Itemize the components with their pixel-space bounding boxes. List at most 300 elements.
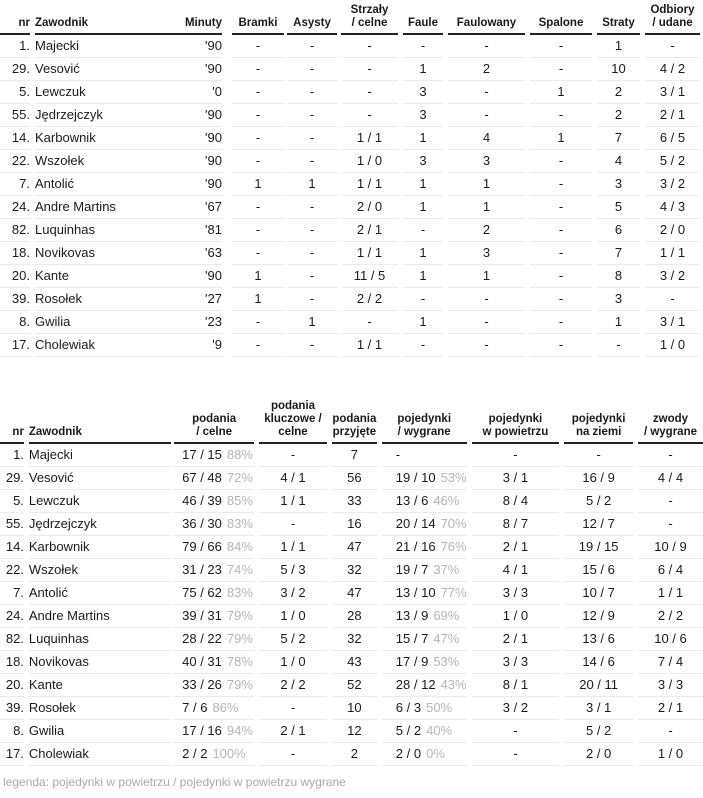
aerial-duels-cell: 3 / 3 — [472, 582, 560, 605]
player-name: Vesović — [35, 58, 180, 81]
fouls-cell: 1 — [403, 311, 443, 334]
key-passes-cell: 3 / 2 — [259, 582, 327, 605]
table-row — [0, 196, 700, 219]
fouls-cell: 1 — [403, 265, 443, 288]
passes-percent: 79% — [226, 677, 253, 692]
shots-cell: 1 / 1 — [341, 334, 398, 357]
losses-cell: 5 — [597, 196, 640, 219]
duels-percent: 37% — [433, 562, 460, 577]
header-dribbles: zwody / wygrane — [638, 400, 703, 444]
losses-cell: 3 — [597, 173, 640, 196]
aerial-duels-cell: 2 / 1 — [472, 628, 560, 651]
header-ground-duels: pojedynki na ziemi — [564, 400, 633, 444]
fouls-cell: 3 — [403, 150, 443, 173]
player-name: Rosołek — [29, 697, 171, 720]
goals-cell: - — [232, 104, 284, 127]
header-player: Zawodnik — [35, 4, 180, 35]
player-name: Majecki — [29, 444, 171, 467]
assists-cell: - — [287, 35, 337, 58]
player-name: Kante — [29, 674, 171, 697]
fouls-cell: 1 — [403, 127, 443, 150]
dribbles-cell: 2 / 1 — [638, 697, 703, 720]
duels-percent: 40% — [426, 723, 453, 738]
tackles-cell: 4 / 2 — [645, 58, 700, 81]
goals-cell: 1 — [232, 288, 284, 311]
received-cell: 12 — [332, 720, 377, 743]
table-row — [0, 104, 700, 127]
offsides-cell: - — [530, 334, 592, 357]
duels-percent: 76% — [440, 539, 467, 554]
player-number: 82. — [0, 219, 30, 242]
ground-duels-cell: 15 / 6 — [564, 559, 633, 582]
passes-cell — [174, 628, 254, 651]
fouled-cell: 1 — [448, 265, 525, 288]
duels-percent: 43% — [440, 677, 467, 692]
player-name: Wszołek — [29, 559, 171, 582]
aerial-duels-cell: 8 / 1 — [472, 674, 560, 697]
table-row — [0, 81, 700, 104]
received-cell: 52 — [332, 674, 377, 697]
shots-cell: - — [341, 104, 398, 127]
goals-cell: - — [232, 35, 284, 58]
shots-cell: - — [341, 311, 398, 334]
minutes-cell: '90 — [180, 35, 222, 58]
passes-cell — [174, 444, 254, 467]
passes-value: 2 / 2 — [182, 746, 208, 761]
header-player: Zawodnik — [29, 400, 171, 444]
key-passes-cell: 2 / 1 — [259, 720, 327, 743]
passes-percent: 74% — [226, 562, 253, 577]
passes-value: 33 / 26 — [182, 677, 222, 692]
duels-value: 15 / 7 — [395, 631, 429, 646]
dribbles-cell: 1 / 0 — [638, 743, 703, 766]
passes-value: 79 / 66 — [182, 539, 222, 554]
player-number: 5. — [0, 490, 24, 513]
passes-cell — [174, 582, 254, 605]
fouled-cell: - — [448, 35, 525, 58]
dribbles-cell: 7 / 4 — [638, 651, 703, 674]
fouls-cell: 3 — [403, 104, 443, 127]
assists-cell: - — [287, 265, 337, 288]
player-number: 20. — [0, 674, 24, 697]
player-number: 22. — [0, 559, 24, 582]
minutes-cell: '23 — [180, 311, 222, 334]
minutes-cell: '0 — [180, 81, 222, 104]
dribbles-cell: 6 / 4 — [638, 559, 703, 582]
dribbles-cell: 10 / 6 — [638, 628, 703, 651]
duels-value: 5 / 2 — [395, 723, 422, 738]
tackles-cell: 6 / 5 — [645, 127, 700, 150]
header-key-passes: podania kluczowe / celne — [259, 400, 327, 444]
minutes-cell: '81 — [180, 219, 222, 242]
ground-duels-cell: 5 / 2 — [564, 490, 633, 513]
key-passes-cell: 1 / 1 — [259, 490, 327, 513]
passes-cell — [174, 467, 254, 490]
player-number: 8. — [0, 311, 30, 334]
tackles-cell: 2 / 1 — [645, 104, 700, 127]
table-row — [0, 265, 700, 288]
received-cell: 10 — [332, 697, 377, 720]
offsides-cell: - — [530, 242, 592, 265]
offsides-cell: 1 — [530, 81, 592, 104]
header-tackles: Odbiory / udane — [645, 4, 700, 35]
fouled-cell: 2 — [448, 58, 525, 81]
duels-cell — [382, 559, 467, 582]
ground-duels-cell: 19 / 15 — [564, 536, 633, 559]
table-row — [0, 743, 703, 766]
received-cell: 32 — [332, 559, 377, 582]
player-number: 17. — [0, 743, 24, 766]
passes-percent: 88% — [226, 447, 253, 462]
passes-percent: 78% — [226, 654, 253, 669]
table-row — [0, 651, 703, 674]
passes-value: 46 / 39 — [182, 493, 222, 508]
duels-value: 21 / 16 — [395, 539, 436, 554]
player-name: Wszołek — [35, 150, 180, 173]
player-number: 39. — [0, 288, 30, 311]
passes-cell — [174, 651, 254, 674]
player-number: 24. — [0, 196, 30, 219]
dribbles-cell: 4 / 4 — [638, 467, 703, 490]
fouled-cell: - — [448, 288, 525, 311]
player-name: Karbownik — [29, 536, 171, 559]
duels-cell — [382, 674, 467, 697]
table-row — [0, 288, 700, 311]
table-row — [0, 628, 703, 651]
passes-cell — [174, 743, 254, 766]
passes-cell — [174, 513, 254, 536]
key-passes-cell: 4 / 1 — [259, 467, 327, 490]
player-name: Lewczuk — [35, 81, 180, 104]
table-row — [0, 173, 700, 196]
dribbles-cell: 10 / 9 — [638, 536, 703, 559]
goals-cell: - — [232, 242, 284, 265]
received-cell: 47 — [332, 582, 377, 605]
table-row — [0, 674, 703, 697]
aerial-duels-cell: - — [472, 444, 560, 467]
player-number: 82. — [0, 628, 24, 651]
goals-cell: - — [232, 219, 284, 242]
table-row — [0, 242, 700, 265]
goals-cell: - — [232, 196, 284, 219]
aerial-duels-cell: 8 / 7 — [472, 513, 560, 536]
header-duels: pojedynki / wygrane — [382, 400, 467, 444]
duels-value: 13 / 9 — [395, 608, 429, 623]
ground-duels-cell: 12 / 9 — [564, 605, 633, 628]
losses-cell: 2 — [597, 81, 640, 104]
tackles-cell: - — [645, 35, 700, 58]
aerial-duels-cell: - — [472, 743, 560, 766]
header-goals: Bramki — [232, 4, 284, 35]
passes-value: 7 / 6 — [182, 700, 208, 715]
passes-percent: 85% — [226, 493, 253, 508]
losses-cell: 7 — [597, 242, 640, 265]
fouls-cell: - — [403, 219, 443, 242]
losses-cell: 6 — [597, 219, 640, 242]
key-passes-cell: 1 / 0 — [259, 605, 327, 628]
received-cell: 16 — [332, 513, 377, 536]
table-row — [0, 311, 700, 334]
player-name: Novikovas — [29, 651, 171, 674]
shots-cell: 1 / 1 — [341, 127, 398, 150]
ground-duels-cell: 5 / 2 — [564, 720, 633, 743]
tackles-cell: - — [645, 288, 700, 311]
header-shots: Strzały / celne — [341, 4, 398, 35]
received-cell: 47 — [332, 536, 377, 559]
fouls-cell: 1 — [403, 196, 443, 219]
losses-cell: 10 — [597, 58, 640, 81]
player-name: Rosołek — [35, 288, 180, 311]
minutes-cell: '9 — [180, 334, 222, 357]
aerial-duels-cell: 8 / 4 — [472, 490, 560, 513]
duels-value: 20 / 14 — [395, 516, 436, 531]
player-name: Antolić — [29, 582, 171, 605]
player-name: Novikovas — [35, 242, 180, 265]
player-name: Andre Martins — [35, 196, 180, 219]
minutes-cell: '90 — [180, 104, 222, 127]
duels-cell — [382, 605, 467, 628]
table-row — [0, 490, 703, 513]
shots-cell: 1 / 1 — [341, 173, 398, 196]
player-name: Cholewiak — [35, 334, 180, 357]
passes-cell — [174, 674, 254, 697]
goals-cell: - — [232, 150, 284, 173]
table-row — [0, 605, 703, 628]
shots-cell: - — [341, 58, 398, 81]
fouls-cell: 1 — [403, 58, 443, 81]
dribbles-cell: - — [638, 444, 703, 467]
header-passes: podania / celne — [174, 400, 254, 444]
assists-cell: - — [287, 150, 337, 173]
player-name: Cholewiak — [29, 743, 171, 766]
tackles-cell: 1 / 1 — [645, 242, 700, 265]
passes-percent: 83% — [226, 585, 253, 600]
fouled-cell: 2 — [448, 219, 525, 242]
fouls-cell: - — [403, 35, 443, 58]
goals-cell: 1 — [232, 173, 284, 196]
key-passes-cell: - — [259, 444, 327, 467]
goals-cell: - — [232, 127, 284, 150]
player-name: Jędrzejczyk — [29, 513, 171, 536]
table-header-row — [0, 4, 700, 35]
table-row — [0, 536, 703, 559]
offsides-cell: - — [530, 196, 592, 219]
offsides-cell: - — [530, 35, 592, 58]
shots-cell: - — [341, 81, 398, 104]
passes-value: 17 / 16 — [182, 723, 222, 738]
ground-duels-cell: 3 / 1 — [564, 697, 633, 720]
player-name: Lewczuk — [29, 490, 171, 513]
shots-cell: 2 / 2 — [341, 288, 398, 311]
assists-cell: - — [287, 58, 337, 81]
assists-cell: - — [287, 196, 337, 219]
goals-cell: - — [232, 334, 284, 357]
player-name: Kante — [35, 265, 180, 288]
minutes-cell: '63 — [180, 242, 222, 265]
fouled-cell: 4 — [448, 127, 525, 150]
minutes-cell: '90 — [180, 150, 222, 173]
duels-cell — [382, 467, 467, 490]
player-number: 18. — [0, 651, 24, 674]
passes-percent: 86% — [212, 700, 239, 715]
table-row — [0, 467, 703, 490]
minutes-cell: '27 — [180, 288, 222, 311]
header-assists: Asysty — [287, 4, 337, 35]
header-fouled: Faulowany — [448, 4, 525, 35]
player-number: 1. — [0, 444, 24, 467]
header-aerial-duels: pojedynki w powietrzu — [472, 400, 560, 444]
assists-cell: 1 — [287, 311, 337, 334]
duels-percent: 46% — [433, 493, 460, 508]
player-number: 55. — [0, 513, 24, 536]
header-offsides: Spalone — [530, 4, 592, 35]
passes-value: 17 / 15 — [182, 447, 222, 462]
player-number: 7. — [0, 582, 24, 605]
aerial-duels-cell: 4 / 1 — [472, 559, 560, 582]
tackles-cell: 1 / 0 — [645, 334, 700, 357]
passes-percent: 94% — [226, 723, 253, 738]
received-cell: 7 — [332, 444, 377, 467]
table-row — [0, 150, 700, 173]
fouls-cell: - — [403, 288, 443, 311]
passes-cell — [174, 536, 254, 559]
duels-cell — [382, 743, 467, 766]
player-name: Antolić — [35, 173, 180, 196]
offsides-cell: - — [530, 173, 592, 196]
assists-cell: 1 — [287, 173, 337, 196]
duels-value: - — [395, 447, 401, 462]
passes-value: 40 / 31 — [182, 654, 222, 669]
losses-cell: 1 — [597, 311, 640, 334]
losses-cell: 8 — [597, 265, 640, 288]
header-nr: nr — [0, 4, 30, 35]
table-row — [0, 513, 703, 536]
key-passes-cell: 5 / 3 — [259, 559, 327, 582]
table-header-row — [0, 400, 703, 444]
header-nr: nr — [0, 400, 24, 444]
player-number: 5. — [0, 81, 30, 104]
tackles-cell: 3 / 1 — [645, 81, 700, 104]
key-passes-cell: 1 / 0 — [259, 651, 327, 674]
passes-value: 39 / 31 — [182, 608, 222, 623]
ground-duels-cell: 12 / 7 — [564, 513, 633, 536]
table-row — [0, 559, 703, 582]
aerial-duels-cell: 3 / 1 — [472, 467, 560, 490]
passes-value: 75 / 62 — [182, 585, 222, 600]
player-number: 20. — [0, 265, 30, 288]
received-cell: 2 — [332, 743, 377, 766]
fouled-cell: 1 — [448, 196, 525, 219]
duels-cell — [382, 720, 467, 743]
passes-cell — [174, 559, 254, 582]
assists-cell: - — [287, 81, 337, 104]
match-stats-table — [0, 4, 700, 357]
received-cell: 56 — [332, 467, 377, 490]
received-cell: 43 — [332, 651, 377, 674]
duels-value: 13 / 6 — [395, 493, 429, 508]
player-number: 8. — [0, 720, 24, 743]
fouled-cell: 3 — [448, 150, 525, 173]
header-losses: Straty — [597, 4, 640, 35]
minutes-cell: '67 — [180, 196, 222, 219]
player-name: Gwilia — [35, 311, 180, 334]
ground-duels-cell: - — [564, 444, 633, 467]
ground-duels-cell: 13 / 6 — [564, 628, 633, 651]
table-row — [0, 58, 700, 81]
duels-cell — [382, 444, 467, 467]
duels-cell — [382, 582, 467, 605]
passes-value: 67 / 48 — [182, 470, 222, 485]
duels-value: 13 / 10 — [395, 585, 436, 600]
tackles-cell: 5 / 2 — [645, 150, 700, 173]
player-number: 39. — [0, 697, 24, 720]
duels-cell — [382, 513, 467, 536]
aerial-duels-cell: 2 / 1 — [472, 536, 560, 559]
tackles-cell: 3 / 2 — [645, 265, 700, 288]
duels-cell — [382, 536, 467, 559]
tackles-cell: 3 / 1 — [645, 311, 700, 334]
shots-cell: 1 / 1 — [341, 242, 398, 265]
minutes-cell: '90 — [180, 265, 222, 288]
player-number: 29. — [0, 58, 30, 81]
player-name: Luquinhas — [35, 219, 180, 242]
player-name: Vesović — [29, 467, 171, 490]
duels-value: 19 / 7 — [395, 562, 429, 577]
player-number: 17. — [0, 334, 30, 357]
losses-cell: 7 — [597, 127, 640, 150]
assists-cell: - — [287, 219, 337, 242]
losses-cell: 3 — [597, 288, 640, 311]
table-row — [0, 35, 700, 58]
dribbles-cell: 3 / 3 — [638, 674, 703, 697]
shots-cell: 1 / 0 — [341, 150, 398, 173]
tackles-cell: 3 / 2 — [645, 173, 700, 196]
player-name: Majecki — [35, 35, 180, 58]
duels-cell — [382, 490, 467, 513]
fouled-cell: 3 — [448, 242, 525, 265]
received-cell: 28 — [332, 605, 377, 628]
ground-duels-cell: 10 / 7 — [564, 582, 633, 605]
offsides-cell: - — [530, 288, 592, 311]
player-name: Andre Martins — [29, 605, 171, 628]
key-passes-cell: 1 / 1 — [259, 536, 327, 559]
player-number: 22. — [0, 150, 30, 173]
key-passes-cell: 2 / 2 — [259, 674, 327, 697]
aerial-duels-cell: 3 / 3 — [472, 651, 560, 674]
losses-cell: 2 — [597, 104, 640, 127]
goals-cell: - — [232, 81, 284, 104]
header-minutes: Minuty — [180, 4, 222, 35]
fouls-cell: 1 — [403, 173, 443, 196]
assists-cell: - — [287, 104, 337, 127]
fouls-cell: - — [403, 334, 443, 357]
offsides-cell: - — [530, 311, 592, 334]
header-received: podania przyjęte — [332, 400, 377, 444]
table-row — [0, 582, 703, 605]
losses-cell: 4 — [597, 150, 640, 173]
goals-cell: - — [232, 58, 284, 81]
ground-duels-cell: 2 / 0 — [564, 743, 633, 766]
goals-cell: 1 — [232, 265, 284, 288]
offsides-cell: - — [530, 265, 592, 288]
passes-value: 28 / 22 — [182, 631, 222, 646]
key-passes-cell: 5 / 2 — [259, 628, 327, 651]
received-cell: 33 — [332, 490, 377, 513]
fouled-cell: 1 — [448, 173, 525, 196]
offsides-cell: - — [530, 104, 592, 127]
passing-duels-table — [0, 400, 703, 766]
passes-percent: 84% — [226, 539, 253, 554]
